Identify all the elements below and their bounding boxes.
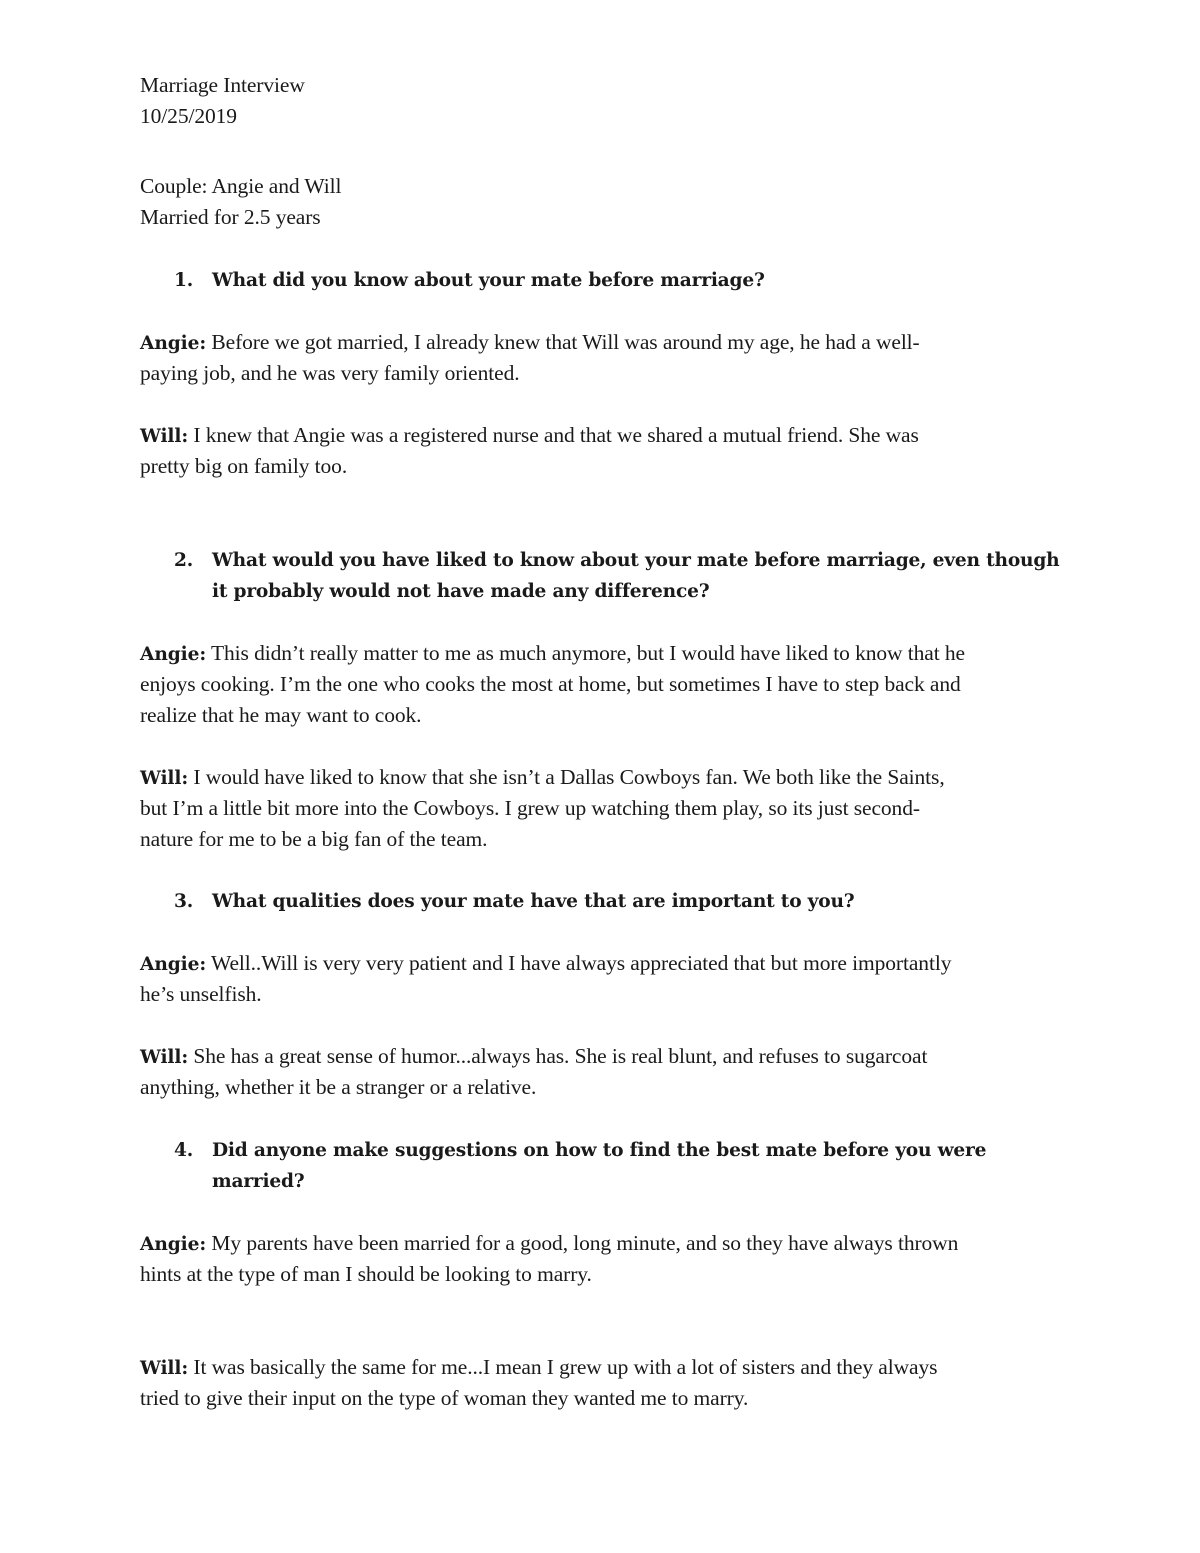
- answer-angie-1: [140, 327, 920, 359]
- question-number: 3.: [174, 891, 194, 912]
- answer-text: pretty big on family too.: [140, 454, 348, 478]
- speaker-label: Will:: [140, 1358, 189, 1379]
- answer-text: he’s unselfish.: [140, 982, 262, 1006]
- answer-text: hints at the type of man I should be looking to marry.: [140, 1262, 592, 1286]
- answer-text: enjoys cooking. I’m the one who cooks the most at home, but sometimes I have to step back and: [140, 672, 961, 696]
- question-text: married?: [212, 1171, 305, 1192]
- speaker-label: Will:: [140, 1047, 189, 1068]
- answer-text: She has a great sense of humor...always has. She is real blunt, and refuses to sugarcoat: [188, 1044, 928, 1068]
- speaker-label: Angie:: [140, 1234, 207, 1255]
- answer-text: It was basically the same for me...I mean I grew up with a lot of sisters and they always: [188, 1355, 938, 1379]
- answer-text: tried to give their input on the type of woman they wanted me to marry.: [140, 1386, 749, 1410]
- answer-angie-3: [140, 948, 951, 980]
- answer-text: I would have liked to know that she isn’t a Dallas Cowboys fan. We both like the Saints,: [188, 765, 945, 789]
- answer-text: My parents have been married for a good, long minute, and so they have always thrown: [206, 1231, 959, 1255]
- question-number: 1.: [174, 270, 194, 291]
- speaker-label: Angie:: [140, 954, 207, 975]
- question-text: it probably would not have made any difference?: [212, 581, 710, 602]
- answer-text: nature for me to be a big fan of the team.: [140, 827, 488, 851]
- married-duration: Married for 2.5 years: [140, 205, 321, 229]
- answer-text: This didn’t really matter to me as much anymore, but I would have liked to know that he: [206, 641, 965, 665]
- question-text: What qualities does your mate have that are important to you?: [212, 891, 855, 912]
- answer-angie-2: [140, 638, 965, 670]
- speaker-label: Will:: [140, 426, 189, 447]
- answer-text: Before we got married, I already knew that Will was around my age, he had a well-: [206, 330, 920, 354]
- speaker-label: Angie:: [140, 333, 207, 354]
- document-date: 10/25/2019: [140, 104, 237, 128]
- question-text: Did anyone make suggestions on how to find the best mate before you were: [212, 1140, 987, 1161]
- answer-text: I knew that Angie was a registered nurse and that we shared a mutual friend. She was: [188, 423, 919, 447]
- answer-will-4: [140, 1352, 937, 1384]
- answer-will-2: [140, 762, 945, 794]
- document-title: Marriage Interview: [140, 73, 305, 97]
- question-number: 4.: [174, 1140, 194, 1161]
- answer-text: paying job, and he was very family oriented.: [140, 361, 520, 385]
- answer-text: but I’m a little bit more into the Cowboys. I grew up watching them play, so its just second-: [140, 796, 920, 820]
- answer-will-3: [140, 1041, 927, 1073]
- answer-text: realize that he may want to cook.: [140, 703, 422, 727]
- question-number: 2.: [174, 550, 194, 571]
- answer-text: Well..Will is very very patient and I have always appreciated that but more importantly: [206, 951, 952, 975]
- speaker-label: Angie:: [140, 644, 207, 665]
- question-text: What did you know about your mate before marriage?: [212, 270, 765, 291]
- couple-names: Couple: Angie and Will: [140, 174, 342, 198]
- answer-angie-4: [140, 1228, 958, 1260]
- answer-text: anything, whether it be a stranger or a relative.: [140, 1075, 537, 1099]
- speaker-label: Will:: [140, 768, 189, 789]
- question-text: What would you have liked to know about your mate before marriage, even though: [212, 550, 1060, 571]
- answer-will-1: [140, 420, 919, 452]
